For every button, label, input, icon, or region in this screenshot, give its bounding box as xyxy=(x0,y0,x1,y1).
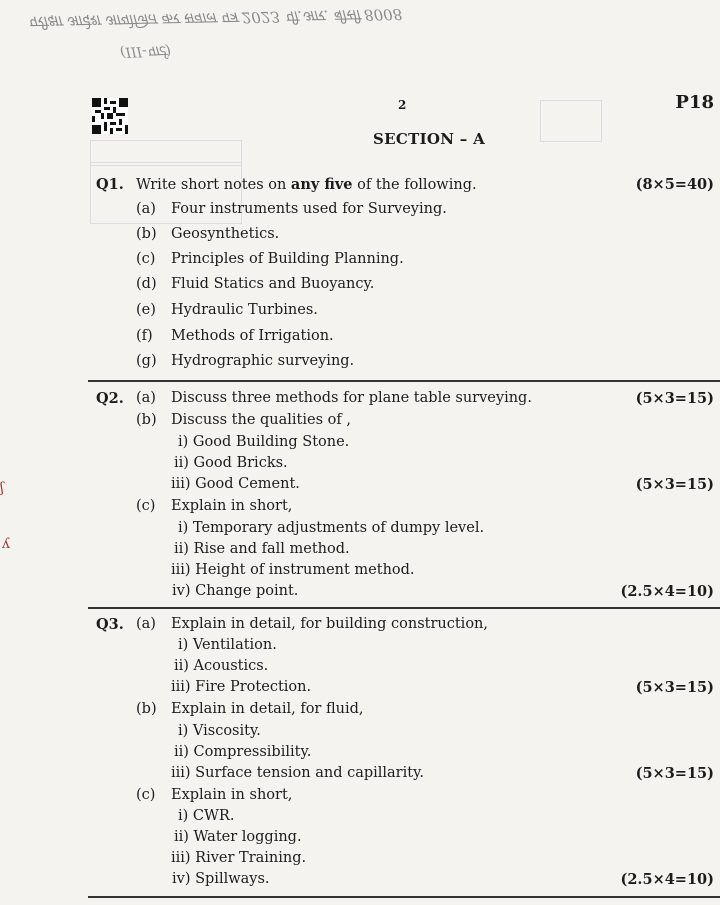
subitem-text: iii) River Training. xyxy=(171,850,307,866)
section-title: SECTION – A xyxy=(373,130,486,148)
part-text: Discuss three methods for plane table surveying. xyxy=(171,390,532,406)
subitem xyxy=(0,583,720,605)
question-number: Q1. xyxy=(96,176,124,193)
item-label: (g) xyxy=(136,353,157,369)
part-text: Discuss the qualities of , xyxy=(171,412,351,428)
part-label: (b) xyxy=(136,412,157,428)
handwritten-note: परीक्षा आदेश आयोजित कर सवाल पत्र 2023 पी.आर. बीसी 8008 xyxy=(27,5,403,31)
item-text: Methods of Irrigation. xyxy=(171,328,334,344)
question-text: Write short notes on any five of the following. xyxy=(136,176,477,193)
subitem xyxy=(0,658,720,680)
question-part xyxy=(0,616,720,638)
margin-mark: ʎ xyxy=(2,536,10,552)
part-text: Explain in short, xyxy=(171,787,293,803)
subitem-text: iii) Surface tension and capillarity. xyxy=(171,765,424,781)
subitem-text: iii) Good Cement. xyxy=(171,476,300,492)
item-text: Four instruments used for Surveying. xyxy=(171,201,447,217)
divider xyxy=(88,607,720,609)
subitem xyxy=(0,765,720,787)
marks: (5×3=15) xyxy=(635,679,714,696)
subitem xyxy=(0,871,720,893)
item-text: Principles of Building Planning. xyxy=(171,251,404,267)
marks: (8×5=40) xyxy=(635,176,714,193)
question-part xyxy=(0,701,720,723)
handwritten-note: (III-पार्ट) xyxy=(119,42,172,60)
question-stem xyxy=(0,176,720,198)
question-part xyxy=(0,390,720,412)
subitem xyxy=(0,850,720,872)
part-text: Explain in short, xyxy=(171,498,293,514)
part-text: Explain in detail, for building construction, xyxy=(171,616,488,632)
question-part xyxy=(0,412,720,434)
subitem-text: i) Ventilation. xyxy=(178,637,277,653)
subitem xyxy=(0,455,720,477)
part-label: (c) xyxy=(136,787,156,803)
item-label: (a) xyxy=(136,201,156,217)
list-item xyxy=(0,328,720,350)
question-part xyxy=(0,787,720,809)
part-label: (b) xyxy=(136,701,157,717)
subitem xyxy=(0,520,720,542)
subitem xyxy=(0,637,720,659)
part-text: Explain in detail, for fluid, xyxy=(171,701,364,717)
page-number: 2 xyxy=(398,98,407,112)
paper-code: P18 xyxy=(675,92,714,113)
list-item xyxy=(0,226,720,248)
subitem-text: ii) Water logging. xyxy=(174,829,302,845)
list-item xyxy=(0,201,720,223)
marks: (2.5×4=10) xyxy=(620,583,714,600)
item-label: (b) xyxy=(136,226,157,242)
list-item xyxy=(0,276,720,298)
list-item xyxy=(0,302,720,324)
divider xyxy=(88,380,720,382)
subitem xyxy=(0,434,720,456)
subitem xyxy=(0,476,720,498)
bleed-through-box xyxy=(540,100,602,142)
item-label: (f) xyxy=(136,328,153,344)
item-text: Hydrographic surveying. xyxy=(171,353,355,369)
divider xyxy=(88,896,720,898)
question-number: Q3. xyxy=(96,616,124,633)
subitem xyxy=(0,723,720,745)
subitem-text: iii) Height of instrument method. xyxy=(171,562,415,578)
part-label: (a) xyxy=(136,616,156,632)
question-number: Q2. xyxy=(96,390,124,407)
subitem xyxy=(0,744,720,766)
item-label: (d) xyxy=(136,276,157,292)
item-label: (e) xyxy=(136,302,156,318)
subitem xyxy=(0,541,720,563)
subitem xyxy=(0,679,720,701)
part-label: (a) xyxy=(136,390,156,406)
subitem-text: ii) Good Bricks. xyxy=(174,455,288,471)
list-item xyxy=(0,353,720,375)
subitem-text: iii) Fire Protection. xyxy=(171,679,312,695)
item-text: Geosynthetics. xyxy=(171,226,280,242)
subitem-text: ii) Rise and fall method. xyxy=(174,541,350,557)
list-item xyxy=(0,251,720,273)
subitem xyxy=(0,829,720,851)
qr-code-icon xyxy=(92,98,128,134)
marks: (5×3=15) xyxy=(635,476,714,493)
margin-mark: ʃ xyxy=(0,480,4,496)
part-label: (c) xyxy=(136,498,156,514)
subitem-text: iv) Spillways. xyxy=(172,871,270,887)
question-part xyxy=(0,498,720,520)
subitem-text: ii) Acoustics. xyxy=(174,658,269,674)
subitem-text: i) CWR. xyxy=(178,808,235,824)
subitem xyxy=(0,562,720,584)
subitem xyxy=(0,808,720,830)
item-text: Fluid Statics and Buoyancy. xyxy=(171,276,375,292)
marks: (2.5×4=10) xyxy=(620,871,714,888)
subitem-text: ii) Compressibility. xyxy=(174,744,312,760)
subitem-text: i) Good Building Stone. xyxy=(178,434,350,450)
marks: (5×3=15) xyxy=(635,765,714,782)
subitem-text: iv) Change point. xyxy=(172,583,299,599)
subitem-text: i) Viscosity. xyxy=(178,723,261,739)
subitem-text: i) Temporary adjustments of dumpy level. xyxy=(178,520,485,536)
item-label: (c) xyxy=(136,251,156,267)
item-text: Hydraulic Turbines. xyxy=(171,302,318,318)
marks: (5×3=15) xyxy=(635,390,714,407)
